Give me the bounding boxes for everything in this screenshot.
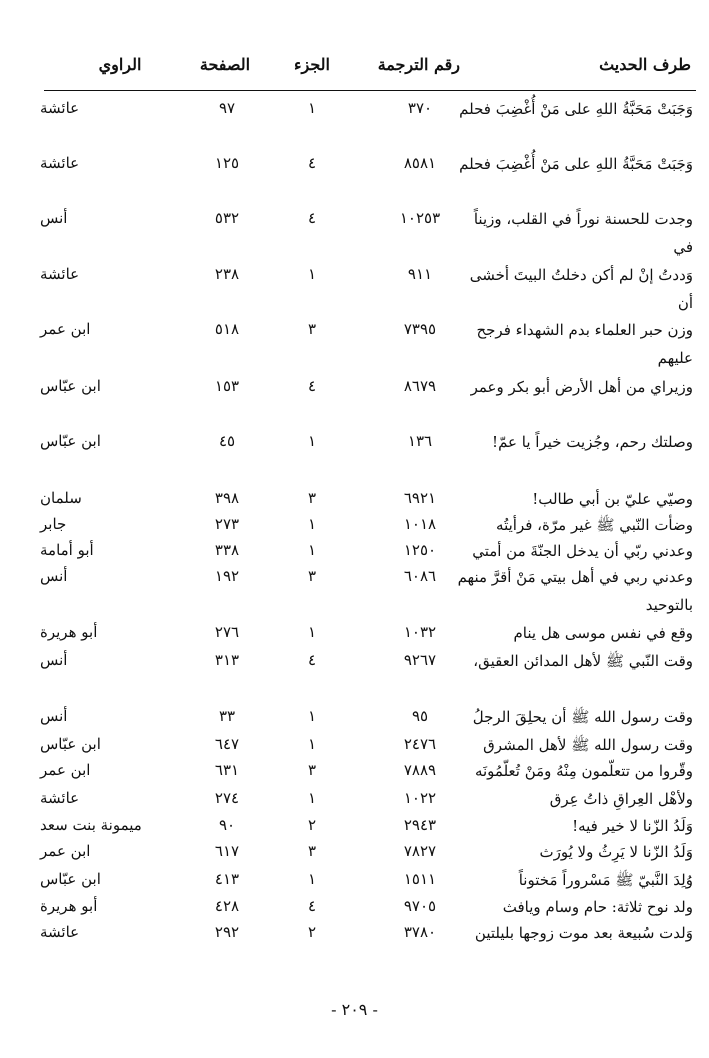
tarjama-number: ٧٨٢٧ (403, 842, 437, 860)
juz-number: ١ (307, 265, 317, 283)
narrator: ابن عبّاس (40, 432, 101, 450)
hadith-text: وقت رسول الله ﷺ أن يحلِقَ الرجلُ (472, 708, 693, 726)
tarjama-number: ٩٢٦٧ (403, 651, 437, 669)
narrator: عائشة (40, 154, 80, 172)
hadith-text: وُلِدَ النَّبيّ ﷺ مَسْروراً مَختوناً (518, 871, 693, 889)
juz-number: ١ (307, 541, 317, 559)
narrator: عائشة (40, 99, 80, 117)
header-rawi: الراوي (98, 55, 142, 74)
juz-number: ٣ (307, 489, 317, 507)
tarjama-number: ٧٣٩٥ (403, 320, 437, 338)
page-cell: ٣١٣ (214, 651, 240, 669)
juz-number: ١ (307, 735, 317, 753)
juz-number: ١ (307, 432, 317, 450)
narrator: عائشة (40, 789, 80, 807)
narrator: ابن عمر (40, 761, 91, 779)
page-cell: ٦١٧ (214, 842, 240, 860)
narrator: ابن عمر (40, 842, 91, 860)
header-rule (44, 90, 696, 91)
header-juz: الجزء (294, 55, 330, 74)
tarjama-number: ١٠٣٢ (403, 623, 437, 641)
page-cell: ٥١٨ (214, 320, 240, 338)
hadith-text: وَلَدُ الزّنا لا يَرِثُ ولا يُورَث (539, 843, 693, 861)
tarjama-number: ١٠١٨ (403, 515, 437, 533)
juz-number: ١ (307, 870, 317, 888)
narrator: أنس (40, 651, 68, 669)
page-cell: ١٢٥ (214, 154, 240, 172)
hadith-text: وقّروا من تتعلّمون مِنْهُ ومَنْ تُعلّمُونَه (474, 762, 693, 780)
narrator: أبو هريرة (40, 897, 98, 915)
page-cell: ٥٣٢ (214, 209, 240, 227)
hadith-text: وعدني ربّي أن يدخل الجنّةَ من أمتي (472, 542, 693, 560)
page-number: - ٢٠٩ - (331, 1000, 378, 1019)
page-cell: ٢٧٤ (214, 789, 240, 807)
hadith-text: وجدت للحسنة نوراً في القلب، وزيناً في (473, 210, 693, 256)
juz-number: ٣ (307, 567, 317, 585)
hadith-text: وعدني ربي في أهل بيتي مَنْ أقرَّ منهم بالتوحيد (457, 568, 693, 614)
hadith-text: وصيّي عليّ بن أبي طالب! (532, 490, 693, 508)
page-cell: ١٩٢ (214, 567, 240, 585)
narrator: عائشة (40, 265, 80, 283)
tarjama-number: ٨٦٧٩ (403, 377, 437, 395)
header-safha: الصفحة (199, 55, 251, 74)
page-cell: ٩٠ (218, 816, 236, 834)
juz-number: ١ (307, 789, 317, 807)
hadith-text: ولد نوح ثلاثة: حام وسام ويافث (502, 898, 693, 916)
narrator: أنس (40, 567, 68, 585)
narrator: أنس (40, 707, 68, 725)
tarjama-number: ٩١١ (407, 265, 433, 283)
hadith-text: وَجَبَتْ مَحَبَّةُ اللهِ على مَنْ أُغْضِبَ فحلم (459, 155, 693, 173)
juz-number: ٤ (307, 651, 317, 669)
page-cell: ٣٣ (218, 707, 236, 725)
juz-number: ٤ (307, 209, 317, 227)
hadith-text: وَجَبَتْ مَحَبَّةُ اللهِ على مَنْ أُغْضِبَ فحلم (459, 100, 693, 118)
narrator: ابن عمر (40, 320, 91, 338)
page-cell: ٢٧٣ (214, 515, 240, 533)
page-cell: ٤١٣ (214, 870, 240, 888)
tarjama-number: ٣٧٠ (407, 99, 433, 117)
tarjama-number: ٦٩٢١ (403, 489, 437, 507)
hadith-text: وَددتُ إنْ لم أكن دخلتُ البيتَ أخشى أن (469, 266, 693, 312)
tarjama-number: ٩٥ (411, 707, 429, 725)
tarjama-number: ٣٧٨٠ (403, 923, 437, 941)
narrator: ابن عبّاس (40, 377, 101, 395)
tarjama-number: ٨٥٨١ (403, 154, 437, 172)
narrator: جابر (40, 515, 67, 533)
juz-number: ٣ (307, 761, 317, 779)
hadith-text: وَلدت سُبيعة بعد موت زوجها بليلتين (474, 924, 693, 942)
juz-number: ٢ (307, 816, 317, 834)
hadith-text: وقت رسول الله ﷺ لأهل المشرق (483, 736, 693, 754)
narrator: أبو هريرة (40, 623, 98, 641)
tarjama-number: ١٥١١ (403, 870, 437, 888)
juz-number: ٣ (307, 842, 317, 860)
juz-number: ٤ (307, 154, 317, 172)
page-cell: ٢٧٦ (214, 623, 240, 641)
page-cell: ٩٧ (218, 99, 236, 117)
tarjama-number: ٩٧٠٥ (403, 897, 437, 915)
tarjama-number: ٦٠٨٦ (403, 567, 437, 585)
page-cell: ٦٣١ (214, 761, 240, 779)
tarjama-number: ١٠٢٥٣ (399, 209, 441, 227)
page-cell: ٦٤٧ (214, 735, 240, 753)
hadith-text: ولأهْل العِراقِ ذاتُ عِرق (549, 790, 693, 808)
hadith-text: وصلتك رحم، وجُزيت خيراً يا عمّ! (492, 433, 693, 451)
page-cell: ٣٣٨ (214, 541, 240, 559)
page-cell: ٤٥ (218, 432, 236, 450)
narrator: ابن عبّاس (40, 735, 101, 753)
hadith-text: وزن حبر العلماء بدم الشهداء فرجح عليهم (476, 321, 693, 367)
header-tarjama: رقم الترجمة (377, 55, 460, 74)
hadith-text: وزيراي من أهل الأرض أبو بكر وعمر (470, 378, 693, 396)
juz-number: ٤ (307, 377, 317, 395)
page-cell: ٤٢٨ (214, 897, 240, 915)
juz-number: ١ (307, 99, 317, 117)
tarjama-number: ٢٩٤٣ (403, 816, 437, 834)
narrator: أبو أمامة (40, 541, 94, 559)
juz-number: ١ (307, 623, 317, 641)
tarjama-number: ١٣٦ (407, 432, 433, 450)
hadith-text: وضأت النّبي ﷺ غير مرّة، فرأيتُه (496, 516, 693, 534)
narrator: عائشة (40, 923, 80, 941)
juz-number: ٣ (307, 320, 317, 338)
juz-number: ١ (307, 707, 317, 725)
page-cell: ٢٩٢ (214, 923, 240, 941)
tarjama-number: ١٠٢٢ (403, 789, 437, 807)
juz-number: ٢ (307, 923, 317, 941)
tarjama-number: ٧٨٨٩ (403, 761, 437, 779)
tarjama-number: ١٢٥٠ (403, 541, 437, 559)
narrator: أنس (40, 209, 68, 227)
narrator: ابن عبّاس (40, 870, 101, 888)
page-cell: ٢٣٨ (214, 265, 240, 283)
juz-number: ١ (307, 515, 317, 533)
hadith-text: وقع في نفس موسى هل ينام (513, 624, 693, 642)
narrator: سلمان (40, 489, 82, 507)
hadith-text: وَلَدُ الزّنا لا خير فيه! (572, 817, 693, 835)
page-cell: ١٥٣ (214, 377, 240, 395)
hadith-text: وقت النّبي ﷺ لأهل المدائن العقيق، (473, 652, 693, 670)
page-cell: ٣٩٨ (214, 489, 240, 507)
header-hadith: طرف الحديث (599, 55, 691, 74)
narrator: ميمونة بنت سعد (40, 816, 142, 834)
juz-number: ٤ (307, 897, 317, 915)
tarjama-number: ٢٤٧٦ (403, 735, 437, 753)
